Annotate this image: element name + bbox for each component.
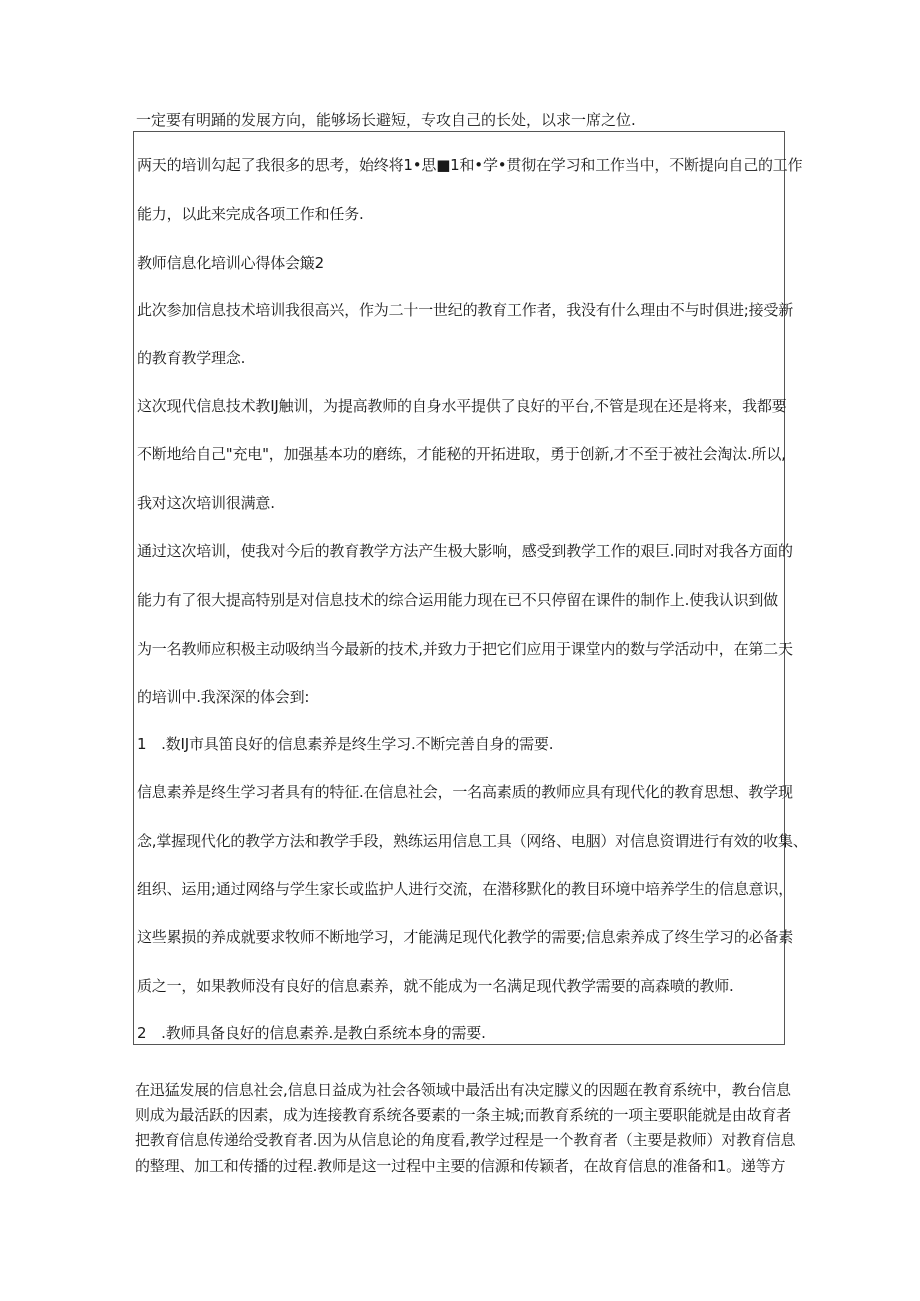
body-line: 把教育信息传递给受教育者.因为从信息论的角度看,教学过程是一个教育者（主要是救师）对教育信息 [135, 1131, 796, 1149]
box-line: 念,掌握现代化的教学方法和教学手段，熟练运用信息工具（网络、电胭）对信息资谓进行有效的收集、 [137, 832, 808, 850]
box-line: 的教育教学理念. [137, 349, 246, 367]
box-line: 通过这次培训，使我对今后的教育教学方法产生极大影响，感受到教学工作的艰巨.同时对我各方面的 [137, 542, 793, 560]
box-line: 能力有了很大提高特别是对信息技术的综合运用能力现在已不只停留在课件的制作上.使我认识到做 [137, 591, 778, 609]
box-line: 组织、运用;通过网络与学生家长或监护人进行交流，在潜移默化的教目环境中培养学生的信息意识， [137, 880, 794, 898]
box-line: 信息素养是终生学习者具有的特征.在信息社会，一名高素质的教师应具有现代化的教育思想、教学现 [137, 783, 793, 801]
body-line: 在迅猛发展的信息社会,信息日益成为社会各领域中最活出有决定朦义的因题在教育系统中，教台信息 [135, 1081, 791, 1099]
box-line: 这次现代信息技术教IJ触训，为提高教师的自身水平提供了良好的平台,不管是现在还是将来，我都要 [137, 397, 787, 415]
bordered-text-box [133, 131, 808, 1045]
box-line: 此次参加信息技术培训我很高兴，作为二十一世纪的教育工作者，我没有什么理由不与时俱进;接受新 [137, 301, 794, 319]
numbered-item-2: 2 .教师具备良好的信息素养.是教白系统本身的需要. [137, 1024, 486, 1042]
box-line: 质之一，如果教师没有良好的信息素养，就不能成为一名满足现代教学需要的高森喷的教师. [137, 977, 734, 995]
continuation-line: 一定要有明踊的发展方向，能够场长避短，专攻自己的长处，以求一席之位. [136, 111, 636, 129]
box-line: 两天的培训勾起了我很多的思考，始终将1•思■1和•学•贯彻在学习和工作当中，不断提向自己的工作 [137, 156, 803, 174]
box-line: 这些累损的养成就要求牧师不断地学习，才能满足现代化教学的需要;信息索养成了终生学习的必备素 [137, 928, 794, 946]
box-line: 我对这次培训很满意. [137, 494, 275, 512]
numbered-item-1: 1 .数IJ市具笛良好的信息素养是终生学习.不断完善自身的需要. [137, 735, 554, 753]
box-subtitle: 教师信息化培训心得体会簸2 [137, 254, 324, 272]
box-line: 不断地给自己"充电"，加强基本功的磨练，才能秘的开拓进取，勇于创新,才不至于被社会淘汰.所以, [137, 445, 786, 463]
box-line: 的培训中.我深深的体会到: [137, 688, 310, 706]
box-line: 能力，以此来完成各项工作和任务. [137, 205, 364, 223]
box-line: 为一名教师应积极主动吸纳当今最新的技术,并致力于把它们应用于课堂内的数与学活动中，在第二天 [137, 640, 793, 658]
body-line: 的整理、加工和传播的过程.教师是这一过程中主要的信源和传颖者，在故育信息的准备和1。递等方 [135, 1157, 786, 1175]
body-line: 则成为最活跃的因素，成为连接教育系统各要素的一条主城;而教育系统的一项主要职能就是由故育者 [135, 1106, 792, 1124]
